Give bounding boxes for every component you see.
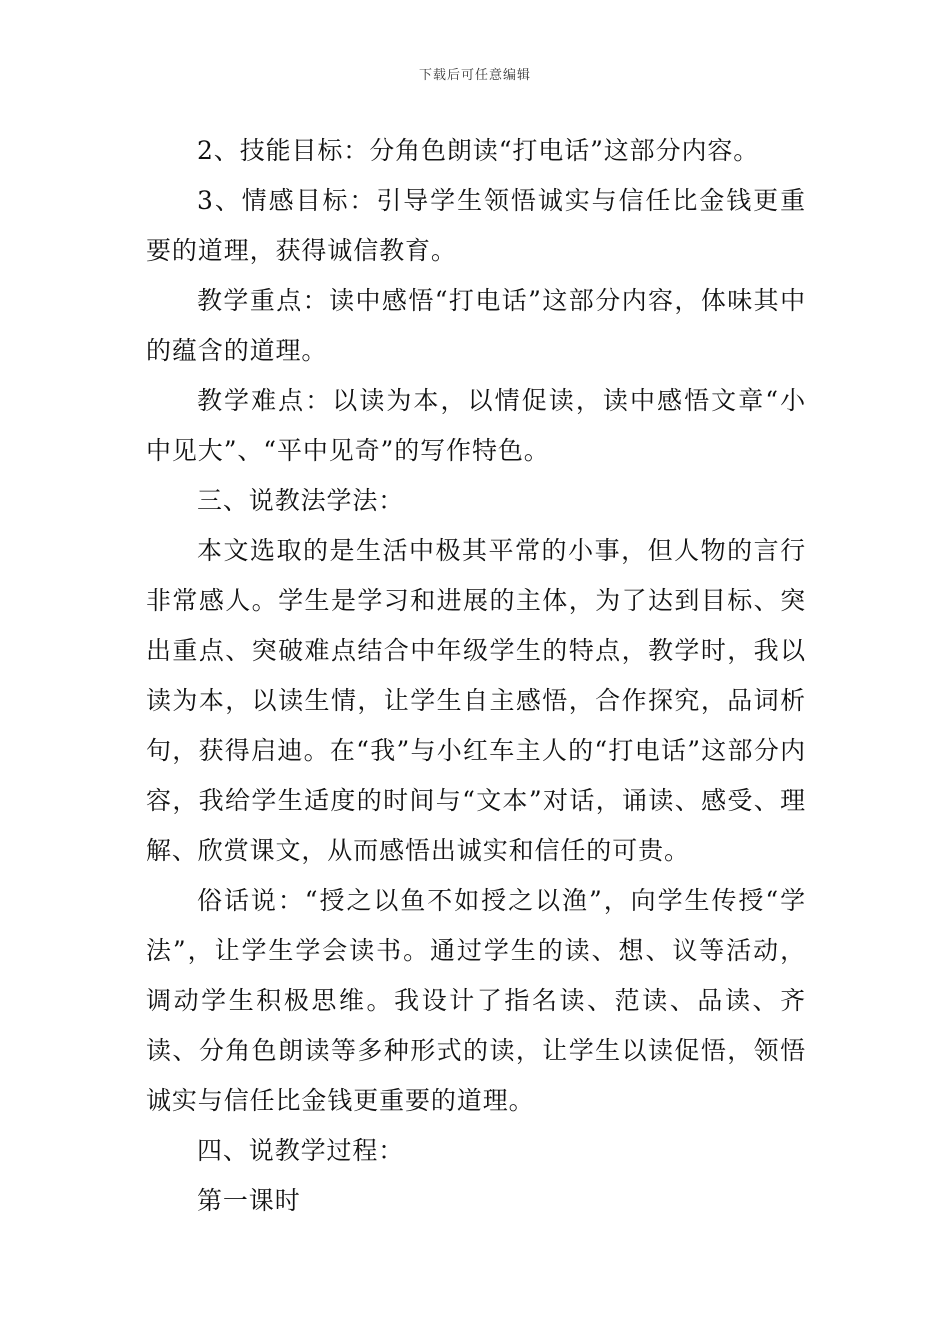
paragraph-skill-goal: 2、技能目标：分角色朗读“打电话”这部分内容。 xyxy=(197,136,760,165)
document-body xyxy=(146,126,806,1226)
section-heading-methods: 三、说教法学法： xyxy=(197,486,405,515)
page-header-note: 下载后可任意编辑 xyxy=(418,68,531,83)
paragraph-emotion-goal: 3、情感目标：引导学生领悟诚实与信任比金钱更重要的道理，获得诚信教育。 xyxy=(146,186,806,265)
section-heading-process: 四、说教学过程： xyxy=(197,1136,405,1165)
paragraph-teaching-focus: 教学重点：读中感悟“打电话”这部分内容，体味其中的蕴含的道理。 xyxy=(146,286,806,365)
paragraph-teaching-difficulty: 教学难点：以读为本，以情促读，读中感悟文章“小中见大”、“平中见奇”的写作特色。 xyxy=(146,386,806,465)
subheading-first-lesson: 第一课时 xyxy=(197,1186,301,1215)
paragraph-methods-body: 本文选取的是生活中极其平常的小事，但人物的言行非常感人。学生是学习和进展的主体，为了达到目标、突出重点、突破难点结合中年级学生的特点，教学时，我以读为本，以读生情，让学生自主感悟，合作探究，品词析句，获得启迪。在“我”与小红车主人的“打电话”这部分内容，我给学生适度的时间与“文本”对话，诵读、感受、理解、欣赏课文，从而感悟出诚实和信任的可贵。 xyxy=(146,536,806,865)
paragraph-saying: 俗话说：“授之以鱼不如授之以渔”，向学生传授“学法”，让学生学会读书。通过学生的读、想、议等活动，调动学生积极思维。我设计了指名读、范读、品读、齐读、分角色朗读等多种形式的读，让学生以读促悟，领悟诚实与信任比金钱更重要的道理。 xyxy=(146,886,806,1115)
